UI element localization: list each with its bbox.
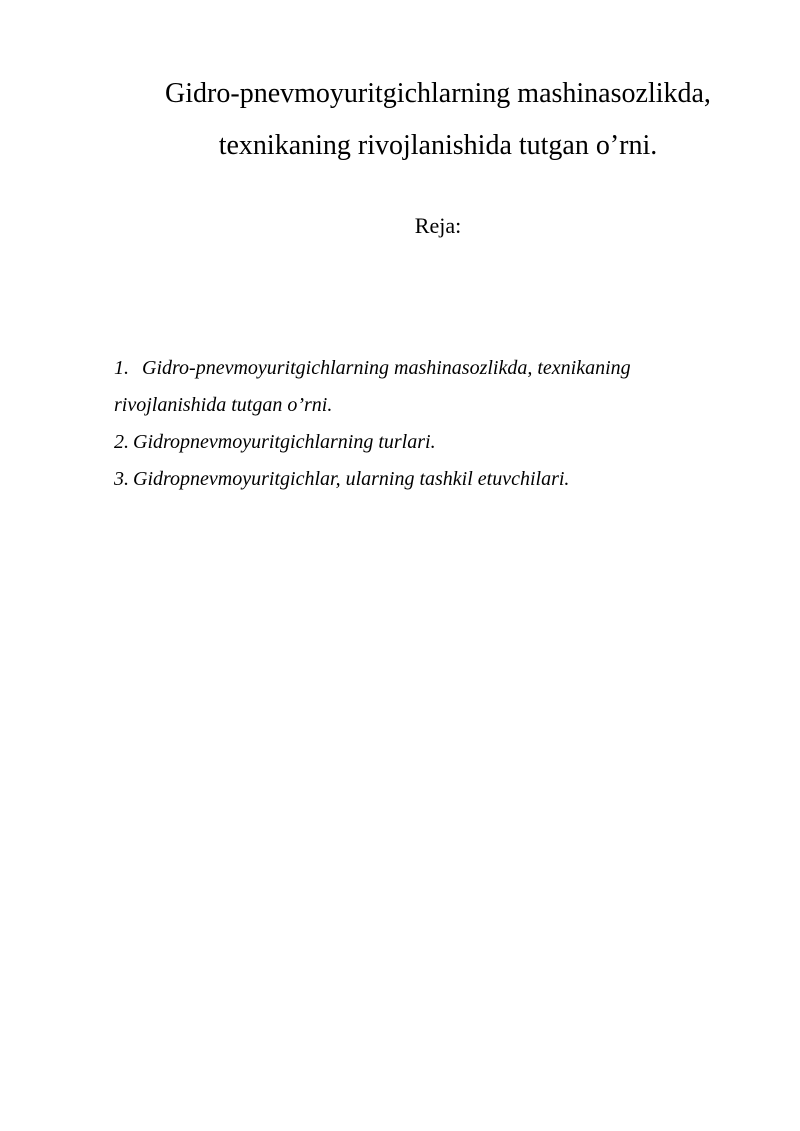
document-title-line-1: Gidro-pnevmoyuritgichlarning mashinasozlikda, [165, 78, 711, 109]
plan-item-1-line-2: rivojlanishida tutgan o’rni. [114, 394, 333, 416]
plan-list [114, 350, 734, 498]
plan-item-number: 3. [114, 468, 129, 490]
plan-item-number: 2. [114, 431, 129, 453]
plan-item-text: Gidro-pnevmoyuritgichlarning mashinasozlikda, texnikaning [142, 357, 631, 379]
plan-item-text: Gidropnevmoyuritgichlarning turlari. [133, 431, 436, 453]
document-title-line-2: texnikaning rivojlanishida tutgan o’rni. [218, 130, 658, 161]
plan-item-text: Gidropnevmoyuritgichlar, ularning tashkil etuvchilari. [133, 468, 570, 490]
plan-item-1-line-1 [114, 350, 734, 387]
plan-item-2 [114, 424, 734, 461]
plan-item-3 [114, 461, 734, 498]
plan-heading: Reja: [414, 213, 462, 238]
plan-item-number: 1. [114, 357, 129, 379]
